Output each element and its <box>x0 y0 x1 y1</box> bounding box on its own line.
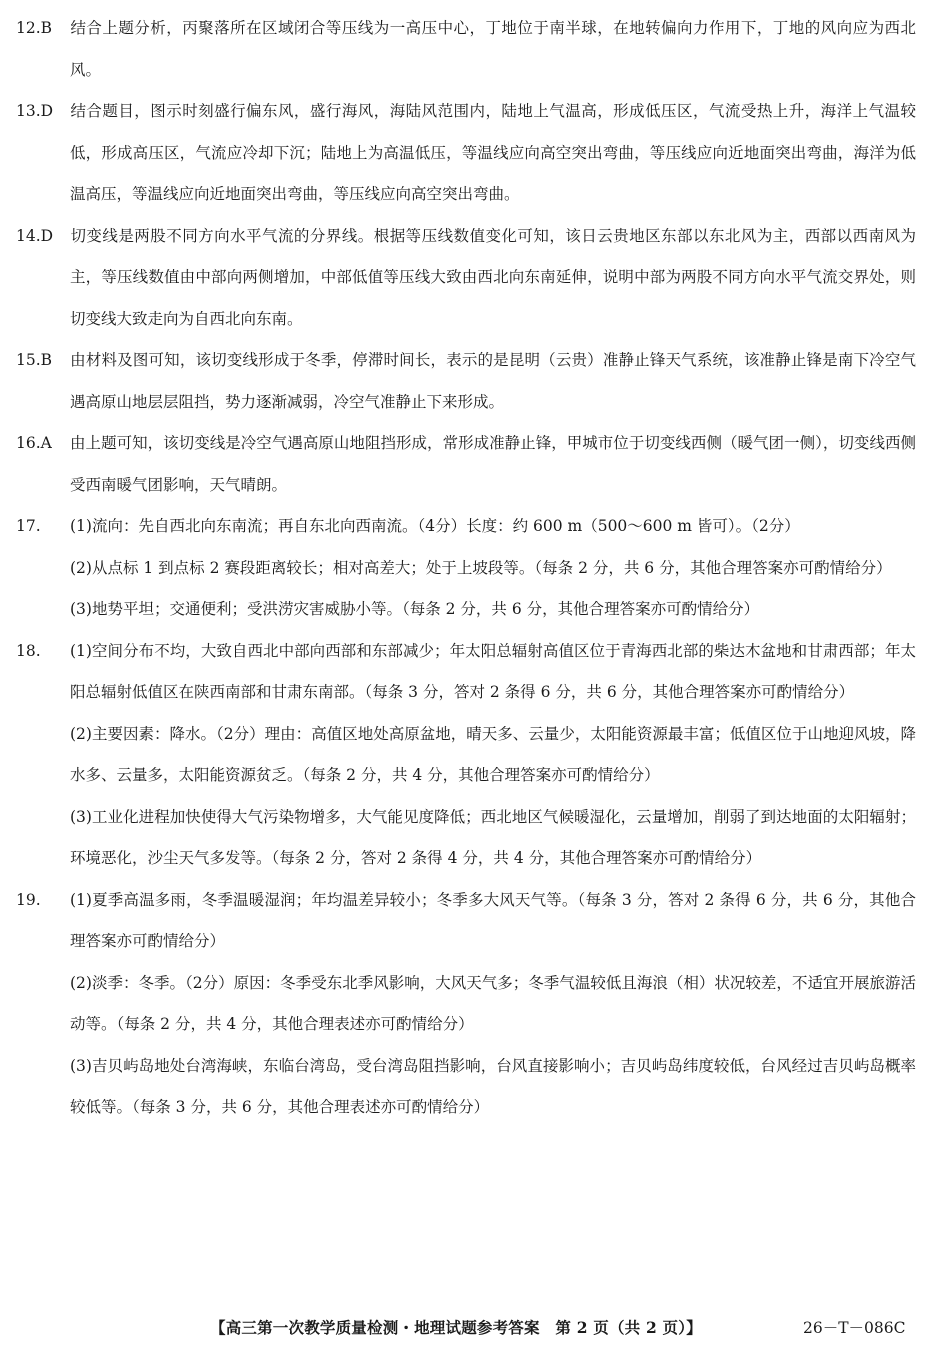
answer-18-part-3: (3)工业化进程加快使得大气污染物增多，大气能见度降低；西北地区气候暖湿化，云量增加，削弱了到达地面的太阳辐射；环境恶化，沙尘天气多发等。（每条 2 分，答对 2 条得 4 分，共 4 分，其他合理答案亦可酌情给分） <box>70 807 916 867</box>
answer-text: (1)空间分布不均，大致自西北中部向西部和东部减少；年太阳总辐射高值区位于青海西北部的柴达木盆地和甘肃西部；年太阳总辐射低值区在陕西南部和甘肃东南部。（每条 3 分，答对 2 条得 6 分，共 6 分，其他合理答案亦可酌情给分） <box>70 641 916 701</box>
answer-list <box>16 8 916 1129</box>
answer-13 <box>16 91 916 216</box>
footer-code: 26－T－086C <box>803 1319 906 1337</box>
answer-18-part-1 <box>16 631 916 714</box>
answer-number: 16.A <box>16 434 52 452</box>
answer-text: (1)夏季高温多雨，冬季温暖湿润；年均温差异较小；冬季多大风天气等。（每条 3 分，答对 2 条得 6 分，共 6 分，其他合理答案亦可酌情给分） <box>70 890 916 950</box>
answer-number: 13.D <box>16 102 54 120</box>
footer-title: 【高三第一次教学质量检测・地理试题参考答案 第 2 页（共 2 页）】 <box>210 1318 702 1337</box>
answer-text: 由上题可知，该切变线是冷空气遇高原山地阻挡形成，常形成准静止锋，甲城市位于切变线西侧（暖气团一侧），切变线西侧受西南暖气团影响，天气晴朗。 <box>70 434 916 494</box>
answer-18-part-2: (2)主要因素：降水。（2分）理由：高值区地处高原盆地，晴天多、云量少，太阳能资源最丰富；低值区位于山地迎风坡，降水多、云量多，太阳能资源贫乏。（每条 2 分，共 4 分，其他合理答案亦可酌情给分） <box>70 724 916 784</box>
answer-number: 15.B <box>16 351 53 369</box>
answer-14 <box>16 216 916 341</box>
answer-17-part-2: (2)从点标 1 到点标 2 赛段距离较长；相对高差大；处于上坡段等。（每条 2 分，共 6 分，其他合理答案亦可酌情给分） <box>70 558 892 577</box>
answer-number: 17. <box>16 517 41 535</box>
answer-text: 由材料及图可知，该切变线形成于冬季，停滞时间长，表示的是昆明（云贵）准静止锋天气系统，该准静止锋是南下冷空气遇高原山地层层阻挡，势力逐渐减弱，冷空气准静止下来形成。 <box>70 351 916 411</box>
answer-text: (1)流向：先自西北向东南流；再自东北向西南流。（4分）长度：约 600 m（500～600 m 皆可）。（2分） <box>70 517 800 535</box>
answer-number: 12.B <box>16 19 53 37</box>
answer-15 <box>16 340 916 423</box>
answer-17-part-1 <box>16 506 916 548</box>
answer-16 <box>16 423 916 506</box>
answer-number: 19. <box>16 890 41 909</box>
answer-text: 结合题目，图示时刻盛行偏东风，盛行海风，海陆风范围内，陆地上气温高，形成低压区，气流受热上升，海洋上气温较低，形成高压区，气流应冷却下沉；陆地上为高温低压，等温线应向高空突出弯曲，等压线应向近地面突出弯曲，海洋为低温高压，等温线应向近地面突出弯曲，等压线应向高空突出弯曲。 <box>70 102 916 203</box>
answer-17-part-3: (3)地势平坦；交通便利；受洪涝灾害威胁小等。（每条 2 分，共 6 分，其他合理答案亦可酌情给分） <box>70 600 760 618</box>
answer-12 <box>16 8 916 91</box>
answer-19-part-1 <box>16 880 916 963</box>
answer-text: 切变线是两股不同方向水平气流的分界线。根据等压线数值变化可知，该日云贵地区东部以东北风为主，西部以西南风为主，等压线数值由中部向两侧增加，中部低值等压线大致由西北向东南延伸，说明中部为两股不同方向水平气流交界处，则切变线大致走向为自西北向东南。 <box>70 226 916 328</box>
answer-number: 18. <box>16 641 41 660</box>
answer-19-part-3: (3)吉贝屿岛地处台湾海峡，东临台湾岛，受台湾岛阻挡影响，台风直接影响小；吉贝屿岛纬度较低，台风经过吉贝屿岛概率较低等。（每条 3 分，共 6 分，其他合理表述亦可酌情给分） <box>70 1056 916 1116</box>
answer-text: 结合上题分析，丙聚落所在区域闭合等压线为一高压中心，丁地位于南半球，在地转偏向力作用下，丁地的风向应为西北风。 <box>70 19 916 79</box>
page-footer <box>0 1313 950 1343</box>
answer-19-part-2: (2)淡季：冬季。（2分）原因：冬季受东北季风影响，大风天气多；冬季气温较低且海浪（相）状况较差，不适宜开展旅游活动等。（每条 2 分，共 4 分，其他合理表述亦可酌情给分） <box>70 973 916 1033</box>
answer-number: 14.D <box>16 226 54 245</box>
